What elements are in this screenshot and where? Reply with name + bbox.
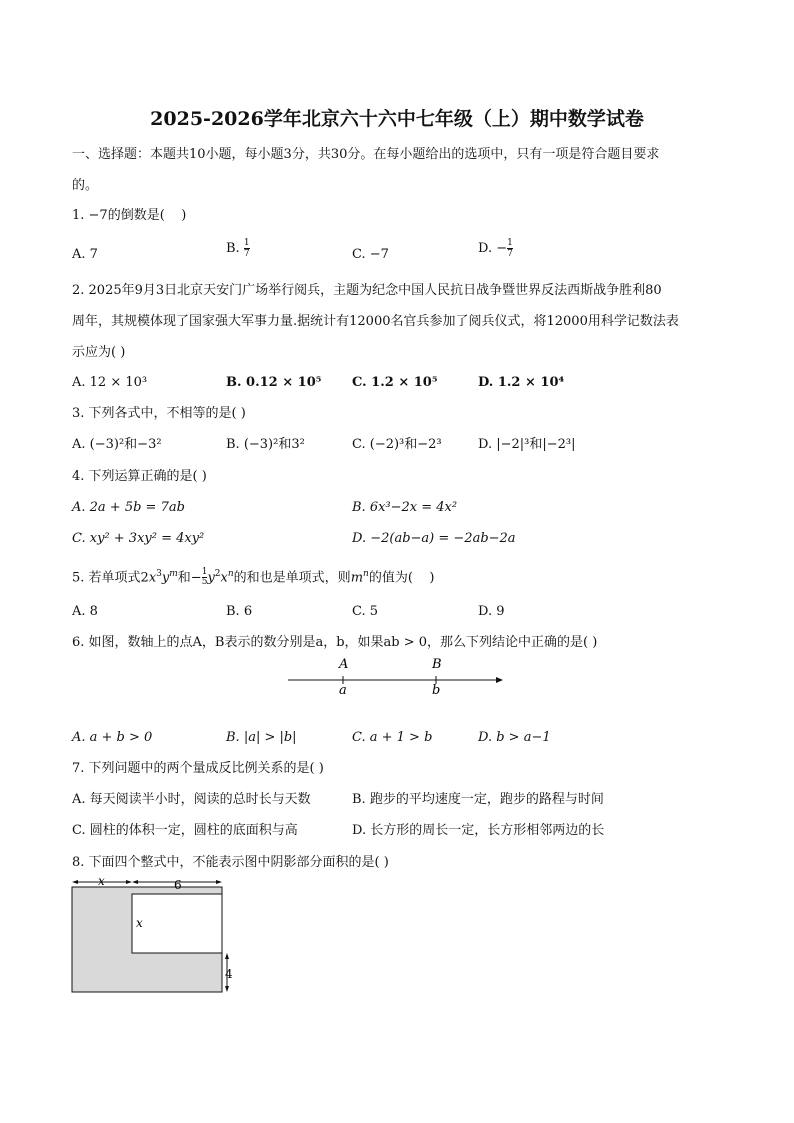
inner-cutout bbox=[132, 894, 222, 953]
question-6-option-c[interactable]: C. a + 1 > b bbox=[352, 730, 433, 745]
section-instructions-line1: 一、选择题：本题共10小题，每小题3分，共30分。在每小题给出的选项中，只有一项是符合题目要求 bbox=[72, 147, 660, 162]
question-2-line2: 周年，其规模体现了国家强大军事力量.据统计有12000名官兵参加了阅兵仪式，将12000用科学记数法表 bbox=[72, 314, 679, 329]
dim-x-right-arrow-icon bbox=[126, 880, 132, 884]
label-top-6: 6 bbox=[174, 878, 182, 892]
question-7-stem: 7. 下列问题中的两个量成反比例关系的是( ) bbox=[72, 761, 324, 776]
label-inner-x: x bbox=[136, 916, 143, 930]
question-3-option-c[interactable]: C. (−2)³和−2³ bbox=[352, 437, 442, 452]
question-5-option-d[interactable]: D. 9 bbox=[478, 604, 505, 619]
question-2-option-c[interactable]: C. 1.2 × 10⁵ bbox=[352, 375, 438, 390]
dim-4-top-arrow-icon bbox=[225, 953, 229, 959]
question-4-stem: 4. 下列运算正确的是( ) bbox=[72, 469, 207, 484]
question-5-stem: 5. 若单项式$2x^3y^m$和− $\frac{1}{5}$ $y^2x^n$的和也是单项式，则$m^n$的值为( ) bbox=[72, 567, 435, 588]
question-3-option-b[interactable]: B. (−3)²和3² bbox=[226, 437, 305, 452]
question-2-option-a[interactable]: A. 12 × 10³ bbox=[72, 375, 148, 390]
dim-x-left-arrow-icon bbox=[72, 880, 78, 884]
question-1-option-b[interactable]: B. $\frac{1}{7}$ bbox=[226, 238, 250, 259]
number-line-figure bbox=[0, 652, 794, 712]
number-line-arrow-icon bbox=[496, 677, 503, 683]
question-1-stem: 1. −7的倒数是( ) bbox=[72, 208, 187, 223]
label-point-a-lower: a bbox=[339, 683, 347, 698]
label-point-b-lower: b bbox=[432, 683, 441, 698]
question-1-option-d[interactable]: D. − $\frac{1}{7}$ bbox=[478, 238, 513, 259]
question-2-line3: 示应为( ) bbox=[72, 345, 126, 360]
dim-6-left-arrow-icon bbox=[132, 880, 138, 884]
question-8-stem: 8. 下面四个整式中，不能表示图中阴影部分面积的是( ) bbox=[72, 855, 389, 870]
question-2-option-b[interactable]: B. 0.12 × 10⁵ bbox=[226, 375, 322, 390]
label-top-x: x bbox=[98, 874, 105, 888]
question-7-option-d[interactable]: D. 长方形的周长一定，长方形相邻两边的长 bbox=[352, 823, 605, 838]
question-2-option-d[interactable]: D. 1.2 × 10⁴ bbox=[478, 375, 565, 390]
question-5-option-b[interactable]: B. 6 bbox=[226, 604, 253, 619]
question-6-option-d[interactable]: D. b > a−1 bbox=[478, 730, 551, 745]
label-point-a-upper: A bbox=[339, 657, 349, 672]
section-instructions-line2: 的。 bbox=[72, 178, 99, 193]
label-point-b-upper: B bbox=[432, 657, 442, 672]
question-6-stem: 6. 如图，数轴上的点A，B表示的数分别是a，b，如果ab > 0，那么下列结论中正确的是( ) bbox=[72, 635, 598, 650]
question-3-stem: 3. 下列各式中，不相等的是( ) bbox=[72, 406, 246, 421]
question-7-option-a[interactable]: A. 每天阅读半小时，阅读的总时长与天数 bbox=[72, 792, 311, 807]
question-4-option-c[interactable]: C. xy² + 3xy² = 4xy² bbox=[72, 531, 205, 546]
question-6-option-a[interactable]: A. a + b > 0 bbox=[72, 730, 153, 745]
dim-6-right-arrow-icon bbox=[216, 880, 222, 884]
question-4-option-a[interactable]: A. 2a + 5b = 7ab bbox=[72, 500, 185, 515]
question-3-option-a[interactable]: A. (−3)²和−3² bbox=[72, 437, 162, 452]
question-2-line1: 2. 2025年9月3日北京天安门广场举行阅兵，主题为纪念中国人民抗日战争暨世界反法西斯战争胜利80 bbox=[72, 283, 662, 298]
question-6-option-b[interactable]: B. |a| > |b| bbox=[226, 730, 297, 745]
label-right-4: 4 bbox=[225, 967, 233, 981]
dim-4-bottom-arrow-icon bbox=[225, 986, 229, 992]
question-3-option-d[interactable]: D. |−2|³和|−2³| bbox=[478, 437, 576, 452]
question-7-option-b[interactable]: B. 跑步的平均速度一定，跑步的路程与时间 bbox=[352, 792, 604, 807]
question-5-option-a[interactable]: A. 8 bbox=[72, 604, 98, 619]
question-1-option-c[interactable]: C. −7 bbox=[352, 247, 389, 262]
question-5-option-c[interactable]: C. 5 bbox=[352, 604, 379, 619]
question-7-option-c[interactable]: C. 圆柱的体积一定，圆柱的底面积与高 bbox=[72, 823, 298, 838]
shaded-area-figure bbox=[60, 875, 260, 1005]
question-4-option-d[interactable]: D. −2(ab−a) = −2ab−2a bbox=[352, 531, 516, 546]
question-1-option-a[interactable]: A. 7 bbox=[72, 247, 98, 262]
page-title: 2025-2026学年北京六十六中七年级（上）期中数学试卷 bbox=[150, 108, 644, 130]
question-4-option-b[interactable]: B. 6x³−2x = 4x² bbox=[352, 500, 458, 515]
